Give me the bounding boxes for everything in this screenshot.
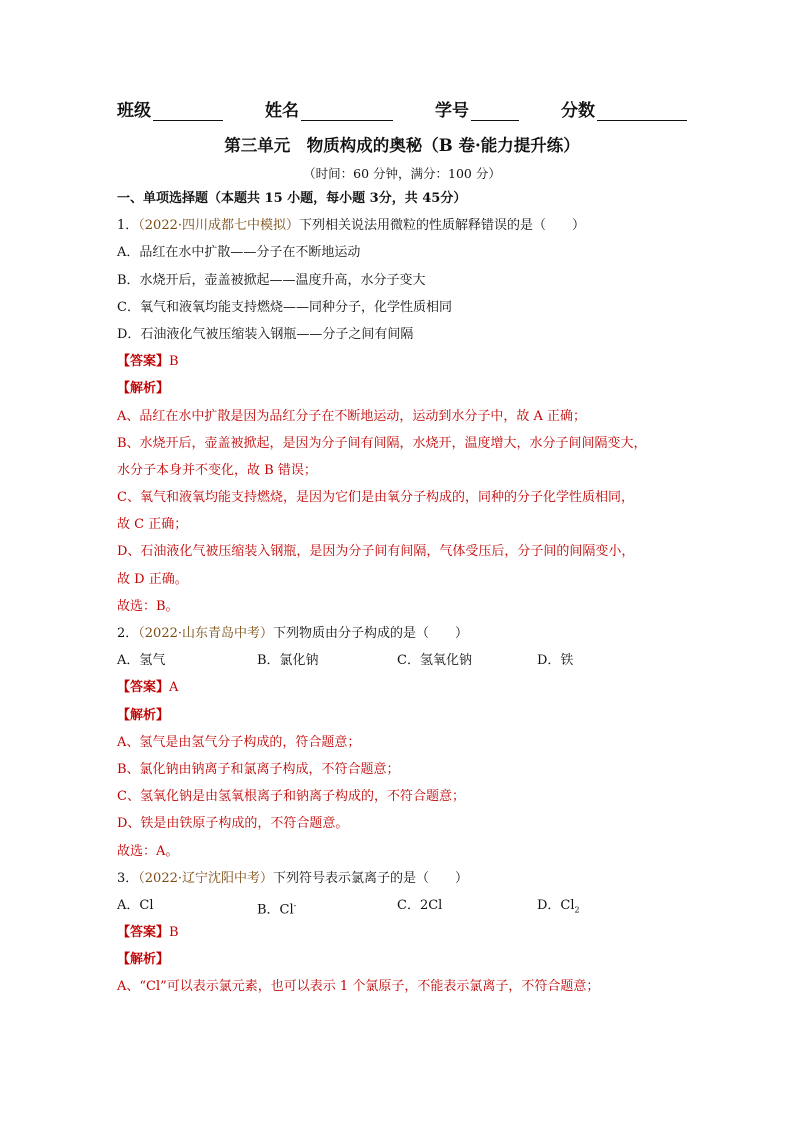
q2-analysis-line: D、铁是由铁原子构成的，不符合题意。 xyxy=(117,816,349,832)
q1-analysis-line: A、品红在水中扩散是因为品红分子在不断地运动，运动到水分子中，故 A 正确； xyxy=(117,408,587,424)
q1-option-b: B．水烧开后，壶盖被掀起——温度升高，水分子变大 xyxy=(117,272,426,288)
document-page xyxy=(117,95,687,1001)
class-blank[interactable] xyxy=(153,102,223,121)
q1-analysis-line: 故 C 正确； xyxy=(117,517,188,533)
id-label: 学号 xyxy=(435,101,469,121)
q2-analysis-label: 【解析】 xyxy=(117,707,170,723)
answer-value: A xyxy=(169,680,179,696)
q3-option-d xyxy=(537,892,677,919)
score-label: 分数 xyxy=(561,101,595,121)
question-text: 下列相关说法用微粒的性质解释错误的是（ ） xyxy=(299,218,586,234)
q1-analysis-line: D、石油液化气被压缩装入钢瓶，是因为分子间有间隔，气体受压后，分子间的间隔变小， xyxy=(117,544,635,560)
q1-final-answer: 故选：B。 xyxy=(117,598,179,614)
question-3-stem xyxy=(117,865,687,892)
option-text: B．Cl xyxy=(257,902,294,918)
q3-option-b xyxy=(257,892,397,919)
q3-analysis-line: A、“Cl”可以表示氯元素，也可以表示 1 个氯原子，不能表示氯离子，不符合题意； xyxy=(117,979,600,995)
answer-label: 【答案】 xyxy=(117,925,170,941)
q1-option-c: C．氧气和液氧均能支持燃烧——同种分子，化学性质相同 xyxy=(117,299,452,315)
student-info-header xyxy=(117,95,687,121)
option-text: D．Cl xyxy=(537,897,575,913)
q1-option-d: D．石油液化气被压缩装入钢瓶——分子之间有间隔 xyxy=(117,326,414,342)
question-source: （2022·四川成都七中模拟） xyxy=(138,218,299,234)
score-blank[interactable] xyxy=(597,102,687,121)
q2-option-a: A．氢气 xyxy=(117,653,166,669)
question-source: （2022·山东青岛中考） xyxy=(138,626,273,641)
q3-option-c: C．2Cl xyxy=(397,897,443,913)
page-subtitle: （时间：60 分钟，满分：100 分） xyxy=(303,166,501,181)
q1-answer xyxy=(117,348,687,375)
q3-options xyxy=(117,892,687,919)
name-label: 姓名 xyxy=(265,101,299,121)
q3-answer xyxy=(117,919,687,946)
q3-analysis-label: 【解析】 xyxy=(117,952,170,968)
q2-analysis-line: C、氢氧化钠是由氢氧根离子和钠离子构成的，不符合题意； xyxy=(117,789,465,805)
answer-label: 【答案】 xyxy=(117,354,170,370)
page-title: 第三单元 物质构成的奥秘（B 卷·能力提升练） xyxy=(224,136,580,155)
answer-value: B xyxy=(169,925,179,941)
question-number: 1． xyxy=(117,218,139,234)
class-label: 班级 xyxy=(117,101,151,121)
section-heading: 一、单项选择题（本题共 15 小题，每小题 3分，共 45分） xyxy=(117,191,467,206)
answer-label: 【答案】 xyxy=(117,680,170,696)
q2-analysis-line: B、氯化钠由钠离子和氯离子构成，不符合题意； xyxy=(117,761,400,777)
q2-option-c: C．氢氧化钠 xyxy=(397,653,472,669)
q1-option-a: A．品红在水中扩散——分子在不断地运动 xyxy=(117,245,361,261)
id-blank[interactable] xyxy=(471,102,519,121)
q1-analysis-line: C、氧气和液氧均能支持燃烧，是因为它们是由氧分子构成的，同种的分子化学性质相同， xyxy=(117,490,634,506)
question-number: 3． xyxy=(117,870,139,886)
question-2-stem xyxy=(117,620,687,647)
q2-analysis-line: A、氢气是由氢气分子构成的，符合题意； xyxy=(117,734,361,750)
q2-option-b: B．氯化钠 xyxy=(257,653,319,669)
question-text: 下列物质由分子构成的是（ ） xyxy=(273,626,469,641)
q3-option-a: A．Cl xyxy=(117,897,154,913)
q1-analysis-line: 故 D 正确。 xyxy=(117,571,188,587)
question-number: 2． xyxy=(117,626,139,641)
question-source: （2022·辽宁沈阳中考） xyxy=(138,870,273,886)
question-1-stem xyxy=(117,212,687,239)
question-text: 下列符号表示氯离子的是（ ） xyxy=(273,870,469,886)
q2-option-d: D．铁 xyxy=(537,653,574,669)
q1-analysis-line: B、水烧开后，壶盖被掀起，是因为分子间有间隔，水烧开，温度增大，水分子间间隔变大， xyxy=(117,435,647,451)
q2-answer xyxy=(117,674,687,701)
charge-superscript: - xyxy=(293,900,297,910)
answer-value: B xyxy=(169,354,179,370)
name-blank[interactable] xyxy=(301,102,393,121)
q1-analysis-label: 【解析】 xyxy=(117,381,170,397)
q2-options xyxy=(117,647,687,674)
q2-final-answer: 故选：A。 xyxy=(117,843,179,859)
count-subscript: 2 xyxy=(574,905,580,915)
q1-analysis-line: 水分子本身并不变化，故 B 错误； xyxy=(117,462,317,478)
